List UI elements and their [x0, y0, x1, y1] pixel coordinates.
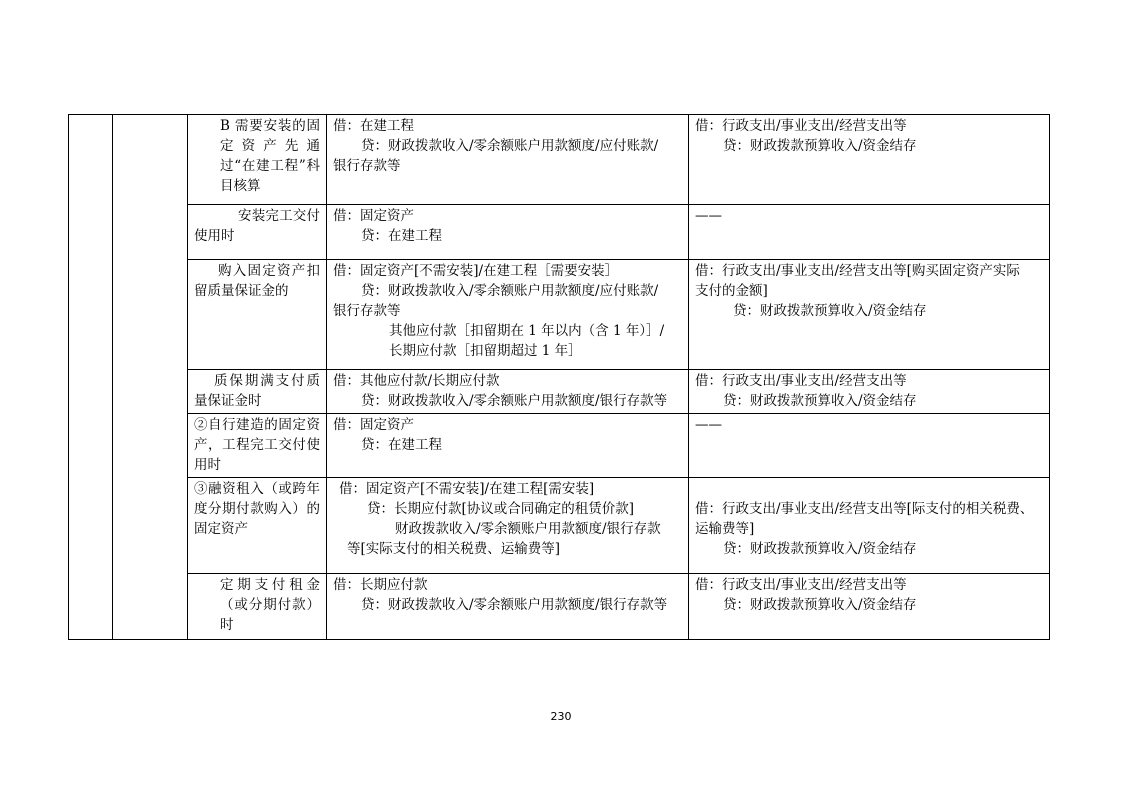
condition-text: ②自行建造的固定资产，工程完工交付使用时	[194, 417, 320, 473]
condition-cell	[188, 478, 327, 574]
accounting-entries-table	[68, 114, 1050, 640]
budget-entry-cell	[689, 260, 1050, 370]
table-row	[69, 370, 1050, 414]
condition-cell	[188, 574, 327, 640]
table-row	[69, 574, 1050, 640]
table-row	[69, 478, 1050, 574]
credit-line-fiscal: 财政拨款收入/零余额账户用款额度/银行存款	[395, 521, 661, 537]
credit-line: 贷：财政拨款收入/零余额账户用款额度/应付账款/	[361, 138, 659, 154]
no-entry-dash: ——	[695, 417, 722, 433]
debit-line: 借：固定资产[不需安装]/在建工程[需安装]	[339, 481, 595, 497]
condition-text: 安装完工交付使用时	[194, 208, 320, 244]
debit-line-cont: 支付的金额]	[695, 283, 768, 299]
subcategory-cell	[113, 115, 188, 640]
credit-line: 贷：长期应付款[协议或合同确定的租赁价款]	[367, 501, 635, 517]
page-number: 230	[550, 710, 572, 723]
credit-line: 贷：财政拨款预算收入/资金结存	[733, 303, 927, 319]
debit-line: 借：其他应付款/长期应付款	[333, 373, 500, 389]
credit-line: 贷：财政拨款预算收入/资金结存	[723, 541, 917, 557]
financial-entry-cell	[327, 205, 689, 260]
credit-line: 贷：在建工程	[361, 437, 442, 453]
table-row	[69, 205, 1050, 260]
condition-text: 质保期满支付质量保证金时	[194, 373, 320, 409]
budget-entry-cell	[689, 115, 1050, 205]
debit-line: 借：在建工程	[333, 118, 414, 134]
condition-cell	[188, 205, 327, 260]
financial-entry-cell	[327, 478, 689, 574]
debit-line: 借：固定资产	[333, 208, 414, 224]
budget-entry-cell	[689, 478, 1050, 574]
category-cell	[69, 115, 113, 640]
financial-entry-cell	[327, 574, 689, 640]
credit-line: 贷：财政拨款预算收入/资金结存	[723, 138, 917, 154]
debit-line: 借：行政支出/事业支出/经营支出等[购买固定资产实际	[695, 263, 1020, 279]
financial-entry-cell	[327, 414, 689, 478]
condition-cell	[188, 260, 327, 370]
debit-line: 借：长期应付款	[333, 577, 428, 593]
credit-line: 贷：财政拨款收入/零余额账户用款额度/银行存款等	[361, 393, 668, 409]
condition-text: 定期支付租金（或分期付款）时	[220, 577, 320, 633]
condition-text: 购入固定资产扣留质量保证金的	[194, 263, 320, 299]
credit-line-long-term-payable: 长期应付款［扣留期超过 1 年］	[389, 343, 582, 359]
credit-line-cont: 等[实际支付的相关税费、运输费等]	[347, 541, 561, 557]
credit-line: 贷：财政拨款收入/零余额账户用款额度/应付账款/	[361, 283, 659, 299]
credit-line: 贷：财政拨款预算收入/资金结存	[723, 597, 917, 613]
debit-line: 借：行政支出/事业支出/经营支出等	[695, 118, 907, 134]
debit-line: 借：固定资产[不需安装]/在建工程［需要安装］	[333, 263, 619, 279]
debit-line: 借：行政支出/事业支出/经营支出等	[695, 577, 907, 593]
financial-entry-cell	[327, 370, 689, 414]
condition-cell	[188, 414, 327, 478]
budget-entry-cell	[689, 574, 1050, 640]
credit-line-other-payable: 其他应付款［扣留期在 1 年以内（含 1 年）］/	[389, 323, 665, 339]
budget-entry-cell	[689, 205, 1050, 260]
debit-line: 借：行政支出/事业支出/经营支出等[际支付的相关税费、运输费等]	[695, 501, 1034, 537]
credit-line-cont: 银行存款等	[333, 303, 401, 319]
table-row	[69, 260, 1050, 370]
budget-entry-cell	[689, 414, 1050, 478]
debit-line: 借：固定资产	[333, 417, 414, 433]
condition-cell	[188, 115, 327, 205]
financial-entry-cell	[327, 260, 689, 370]
credit-line: 贷：财政拨款预算收入/资金结存	[723, 393, 917, 409]
condition-text: B 需要安装的固定资产先通过“在建工程”科目核算	[220, 118, 320, 194]
condition-cell	[188, 370, 327, 414]
no-entry-dash: ——	[695, 208, 722, 224]
table-row	[69, 414, 1050, 478]
credit-line-cont: 银行存款等	[333, 158, 401, 174]
credit-line: 贷：在建工程	[361, 228, 442, 244]
debit-line: 借：行政支出/事业支出/经营支出等	[695, 373, 907, 389]
financial-entry-cell	[327, 115, 689, 205]
credit-line: 贷：财政拨款收入/零余额账户用款额度/银行存款等	[361, 597, 668, 613]
table-row	[69, 115, 1050, 205]
condition-text: ③融资租入（或跨年度分期付款购入）的固定资产	[194, 481, 320, 537]
budget-entry-cell	[689, 370, 1050, 414]
